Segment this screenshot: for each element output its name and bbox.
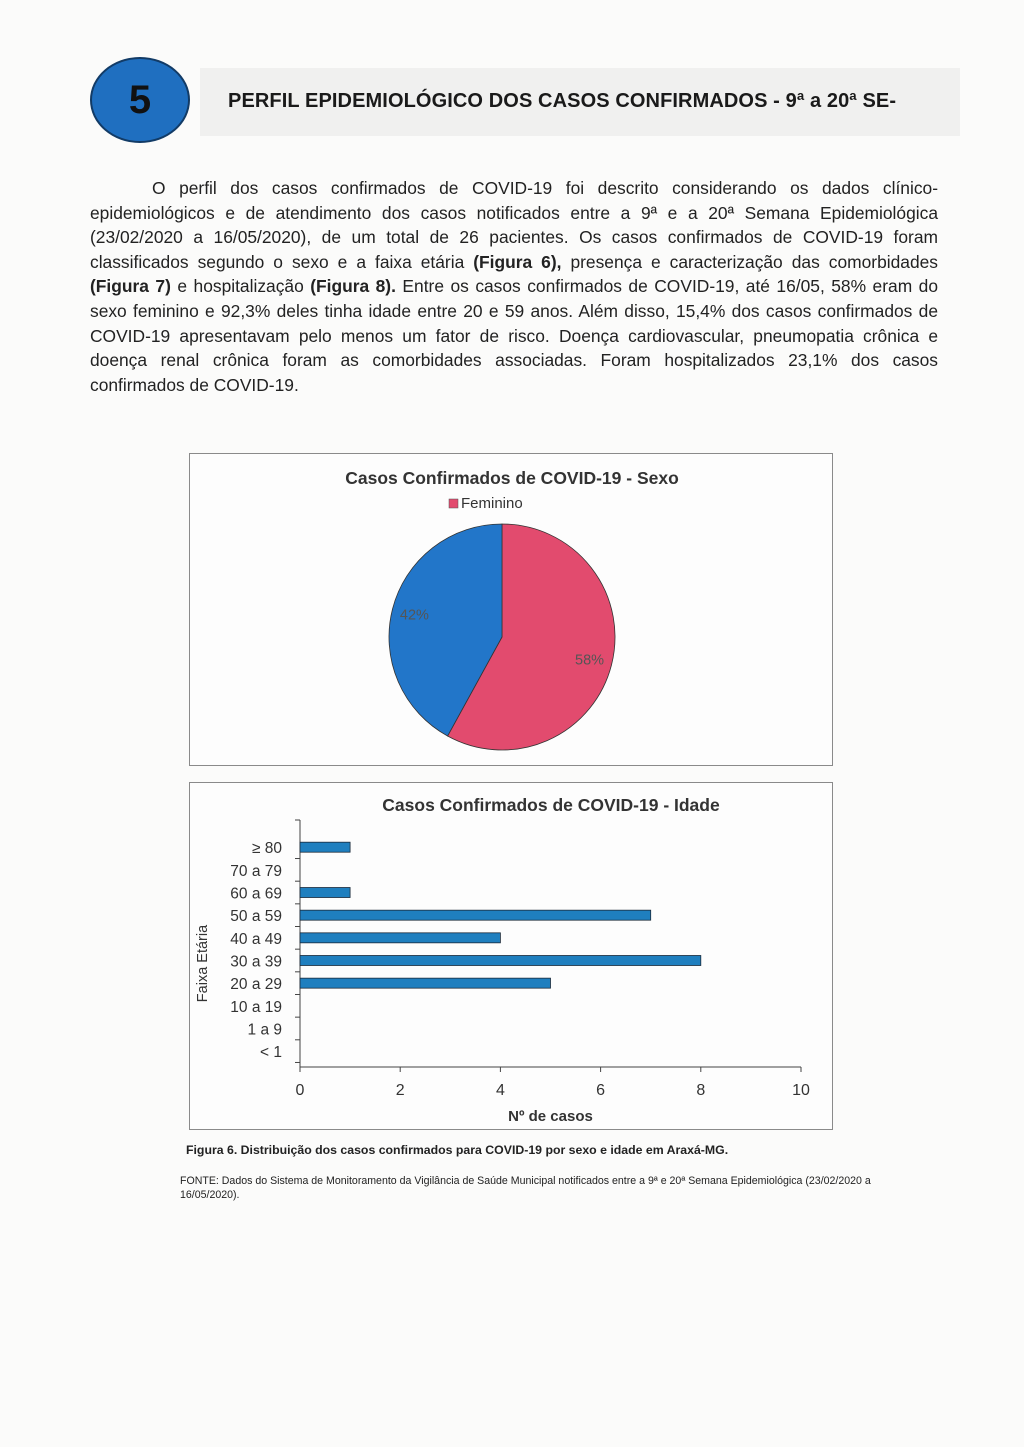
section-number: 5	[128, 77, 152, 122]
y-tick-label: 30 a 39	[230, 953, 282, 971]
y-tick-label: 60 a 69	[230, 885, 282, 903]
body-paragraph	[90, 176, 938, 397]
pie-chart-title: Casos Confirmados de COVID-19 - Sexo	[345, 468, 679, 488]
y-tick-label: ≥ 80	[251, 840, 282, 858]
y-tick-label: 50 a 59	[230, 908, 282, 926]
x-axis-label: Nº de casos	[508, 1108, 593, 1125]
figure-8-reference: (Figura 8).	[310, 276, 396, 297]
section-title: PERFIL EPIDEMIOLÓGICO DOS CASOS CONFIRMADOS - 9ª a 20ª SE-	[228, 90, 897, 112]
bar-0	[300, 842, 350, 852]
body-text-part2: presença e caracterização das comorbidades	[561, 251, 938, 272]
y-tick-label: < 1	[260, 1044, 282, 1062]
x-tick-label: 8	[696, 1082, 706, 1099]
bar-3	[300, 910, 651, 920]
bar-5	[300, 955, 701, 965]
bar-4	[300, 933, 500, 943]
x-tick-label: 0	[295, 1082, 305, 1099]
bar-2	[300, 888, 350, 898]
pie-slice-label-1: 42%	[399, 607, 429, 624]
y-tick-label: 70 a 79	[230, 862, 282, 880]
legend-swatch-feminino	[449, 499, 458, 508]
body-text-part3: e hospitalização	[170, 276, 311, 297]
legend-label-feminino: Feminino	[461, 495, 523, 512]
y-tick-label: 10 a 19	[230, 998, 282, 1016]
pie-slice-label-0: 58%	[575, 652, 605, 669]
figure-source: FONTE: Dados do Sistema de Monitoramento da Vigilância de Saúde Municipal notificados entre a 9ª e 20ª Semana Epidemiológica (23/02/2020 a 16/05/2020).	[180, 1175, 871, 1201]
sex-pie-chart	[190, 454, 834, 767]
figure-7-reference: (Figura 7)	[90, 276, 171, 297]
section-number-badge	[90, 57, 190, 143]
y-tick-label: 1 a 9	[247, 1021, 282, 1039]
body-text-part1: O perfil dos casos confirmados de COVID-19 foi descrito considerando os dados clínico-epidemiológicos e de atendimento dos casos notificados entre a 9ª e a 20ª Semana Epidemiológica (23/02/2020 a 16/05/2020), de um total de 26 pacientes. Os casos confirmados de COVID-19 foram classificados segundo o sexo e a faixa etária	[90, 178, 938, 272]
sex-pie-chart-frame	[189, 453, 833, 766]
x-tick-label: 2	[395, 1082, 405, 1099]
bar-6	[300, 978, 551, 988]
bar-chart-title: Casos Confirmados de COVID-19 - Idade	[382, 795, 720, 815]
figure-6-reference: (Figura 6),	[473, 251, 562, 272]
age-bar-chart	[190, 783, 834, 1131]
x-tick-label: 10	[792, 1082, 810, 1099]
figure-caption: Figura 6. Distribuição dos casos confirmados para COVID-19 por sexo e idade em Araxá-MG.	[186, 1143, 729, 1157]
y-axis-label: Faixa Etária	[195, 924, 211, 1003]
body-text-part4: Entre os casos confirmados de COVID-19, até 16/05, 58% eram do sexo feminino e 92,3% deles tinha idade entre 20 e 59 anos. Além disso, 15,4% dos casos confirmados de COVID-19 apresentavam pelo menos um fator de risco. Doença cardiovascular, pneumopatia crônica e doença renal crônica foram as comorbidades associadas. Foram hospitalizados 23,1% dos casos confirmados de COVID-19.	[90, 276, 938, 395]
x-tick-label: 6	[596, 1082, 606, 1099]
y-tick-label: 20 a 29	[230, 976, 282, 994]
y-tick-label: 40 a 49	[230, 930, 282, 948]
age-bar-chart-frame	[189, 782, 833, 1130]
x-tick-label: 4	[495, 1082, 505, 1099]
